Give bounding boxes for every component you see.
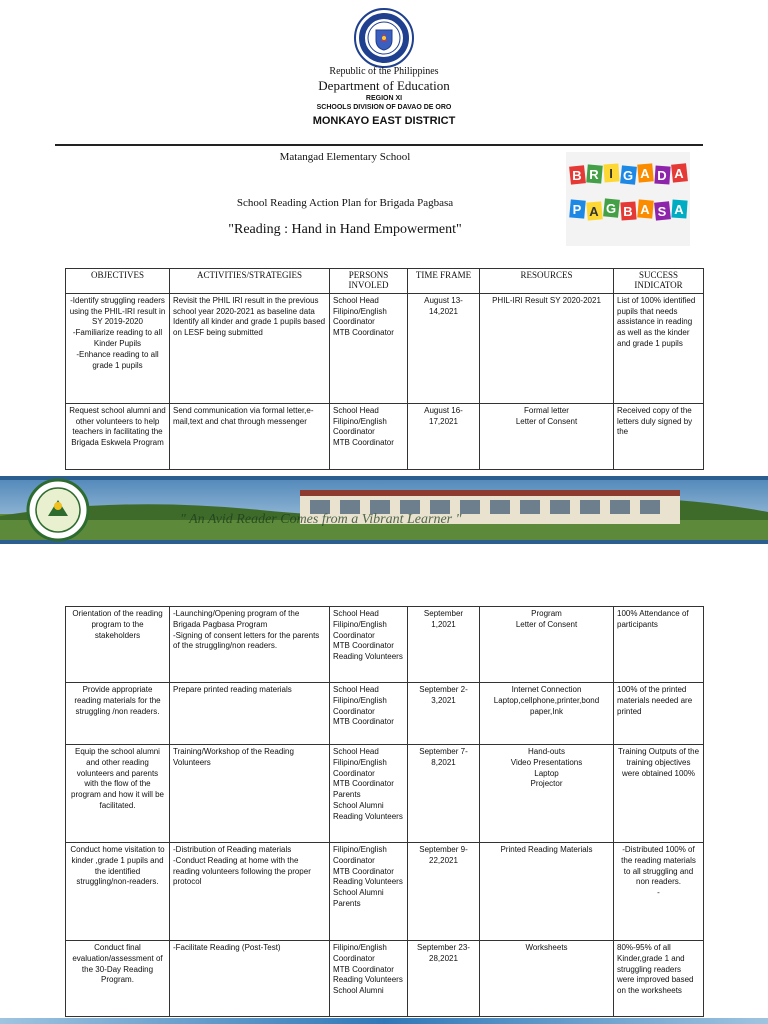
logo-letter: B	[623, 204, 633, 219]
logo-letter: G	[605, 201, 617, 216]
logo-letter: R	[589, 167, 599, 182]
cell-indicator: 100% of the printed materials needed are printed	[614, 683, 704, 745]
col-header-resources: RESOURCES	[480, 269, 614, 294]
cell-activity: -Launching/Opening program of the Brigada Pagbasa Program -Signing of consent letters for the parents of the struggling/non readers.	[170, 607, 330, 683]
cell-indicator: 100% Attendance of participants	[614, 607, 704, 683]
logo-letter: D	[657, 168, 667, 183]
cell-persons: School Head Filipino/English Coordinator MTB Coordinator	[330, 293, 408, 403]
cell-resources: Program Letter of Consent	[480, 607, 614, 683]
cell-time: September 1,2021	[408, 607, 480, 683]
cell-activity: -Facilitate Reading (Post-Test)	[170, 941, 330, 1017]
table-row	[66, 403, 704, 469]
cell-activity: Training/Workshop of the Reading Volunteers	[170, 745, 330, 843]
banner-motto: " An Avid Reader Comes from a Vibrant Learner "	[180, 512, 462, 527]
cell-indicator: 80%-95% of all Kinder,grade 1 and struggling readers were improved based on the worksheets	[614, 941, 704, 1017]
cell-time: September 2-3,2021	[408, 683, 480, 745]
table-row	[66, 607, 704, 683]
cell-resources: PHIL-IRI Result SY 2020-2021	[480, 293, 614, 403]
footer-stripe	[0, 1018, 768, 1024]
header-department: Department of Education	[318, 78, 450, 93]
cell-persons: School Head Filipino/English Coordinator MTB Coordinator	[330, 683, 408, 745]
logo-letter: A	[640, 202, 650, 217]
cell-time: August 16-17,2021	[408, 403, 480, 469]
table-row	[66, 293, 704, 403]
cell-resources: Internet Connection Laptop,cellphone,printer,bond paper,Ink	[480, 683, 614, 745]
school-name: Matangad Elementary School	[279, 151, 411, 163]
table-row	[66, 941, 704, 1017]
brigada-pagbasa-logo	[566, 152, 690, 246]
cell-resources: Formal letter Letter of Consent	[480, 403, 614, 469]
header-district: MONKAYO EAST DISTRICT	[312, 115, 456, 127]
cell-objective: Provide appropriate reading materials for the struggling /non readers.	[66, 683, 170, 745]
cell-objective: Equip the school alumni and other reading volunteers and parents with the flow of the program and how it will be facilitated.	[66, 745, 170, 843]
logo-letter: A	[674, 166, 684, 181]
plan-title: School Reading Action Plan for Brigada Pagbasa	[236, 197, 454, 209]
logo-letter: I	[609, 166, 613, 181]
logo-letter: A	[674, 202, 684, 217]
logo-letter: A	[640, 166, 650, 181]
header-division: SCHOOLS DIVISION OF DAVAO DE ORO	[316, 104, 452, 111]
cell-indicator: Training Outputs of the training objectives were obtained 100%	[614, 745, 704, 843]
logo-letter: S	[657, 204, 667, 219]
cell-objective: Orientation of the reading program to the stakeholders	[66, 607, 170, 683]
col-header-objectives: OBJECTIVES	[66, 269, 170, 294]
cell-objective: -Identify struggling readers using the PHIL-IRI result in SY 2019-2020 -Familiarize reading to all Kinder Pupils -Enhance reading to all grade 1 pupils	[66, 293, 170, 403]
cell-activity: Revisit the PHIL IRI result in the previous school year 2020-2021 as baseline data Identify all kinder and grade 1 pupils based on LESF being submitted	[170, 293, 330, 403]
table-row	[66, 745, 704, 843]
logo-letter: B	[572, 168, 582, 183]
plan-theme: "Reading : Hand in Hand Empowerment"	[228, 222, 462, 237]
col-header-persons: PERSONS INVOLED	[330, 269, 408, 294]
action-plan-table-part2	[65, 606, 704, 1017]
cell-objective: Conduct home visitation to kinder ,grade 1 pupils and the identified struggling/non-readers.	[66, 843, 170, 941]
deped-seal-icon	[354, 8, 414, 68]
cell-indicator: -Distributed 100% of the reading materials to all struggling and non readers. -	[614, 843, 704, 941]
cell-resources: Worksheets	[480, 941, 614, 1017]
cell-activity: -Distribution of Reading materials -Conduct Reading at home with the reading volunteers following the proper protocol	[170, 843, 330, 941]
table-row	[66, 843, 704, 941]
cell-time: September 9-22,2021	[408, 843, 480, 941]
cell-persons: School Head Filipino/English Coordinator MTB Coordinator Parents School Alumni Reading Volunteers	[330, 745, 408, 843]
logo-letter: A	[589, 204, 599, 219]
col-header-time: TIME FRAME	[408, 269, 480, 294]
header-divider	[55, 144, 703, 146]
cell-activity: Send communication via formal letter,e-mail,text and chat through messenger	[170, 403, 330, 469]
cell-resources: Hand-outs Video Presentations Laptop Projector	[480, 745, 614, 843]
cell-persons: School Head Filipino/English Coordinator MTB Coordinator	[330, 403, 408, 469]
table-header-row	[66, 269, 704, 294]
action-plan-table-part1	[65, 268, 704, 470]
cell-persons: School Head Filipino/English Coordinator MTB Coordinator Reading Volunteers	[330, 607, 408, 683]
col-header-indicator: SUCCESS INDICATOR	[614, 269, 704, 294]
cell-resources: Printed Reading Materials	[480, 843, 614, 941]
cell-indicator: List of 100% identified pupils that needs assistance in reading as well as the kinder and grade 1 pupils	[614, 293, 704, 403]
header-region: REGION XI	[365, 95, 403, 102]
cell-objective: Request school alumni and other volunteers to help teachers in facilitating the Brigada Eskwela Program	[66, 403, 170, 469]
cell-persons: Filipino/English Coordinator MTB Coordinator Reading Volunteers School Alumni	[330, 941, 408, 1017]
logo-letter: P	[572, 202, 582, 217]
logo-letter: G	[622, 168, 634, 183]
header-republic: Republic of the Philippines	[329, 66, 439, 77]
col-header-activities: ACTIVITIES/STRATEGIES	[170, 269, 330, 294]
cell-time: September 23-28,2021	[408, 941, 480, 1017]
school-banner-image	[0, 476, 768, 544]
cell-indicator: Received copy of the letters duly signed by the	[614, 403, 704, 469]
table-row	[66, 683, 704, 745]
cell-time: September 7-8,2021	[408, 745, 480, 843]
cell-persons: Filipino/English Coordinator MTB Coordinator Reading Volunteers School Alumni Parents	[330, 843, 408, 941]
cell-activity: Prepare printed reading materials	[170, 683, 330, 745]
cell-objective: Conduct final evaluation/assessment of the 30-Day Reading Program.	[66, 941, 170, 1017]
cell-time: August 13-14,2021	[408, 293, 480, 403]
